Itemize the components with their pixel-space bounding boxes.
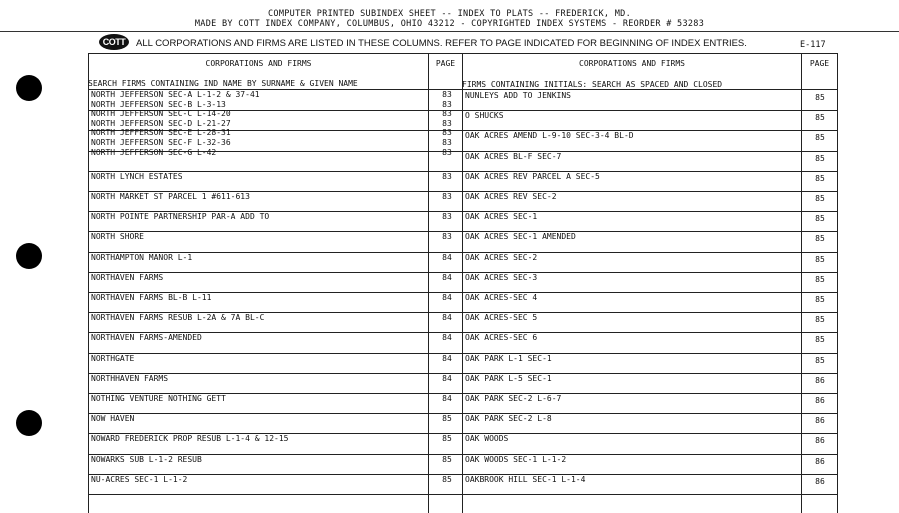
- left-entry-page: 84: [442, 272, 452, 282]
- left-entry-page: 84: [442, 394, 452, 403]
- left-entry-name: NOWARD FREDERICK PROP RESUB L-1-4 & 12-15: [91, 434, 289, 444]
- left-entry-page: 85: [442, 434, 452, 444]
- right-entry-name: OAK ACRES SEC-2: [465, 252, 538, 262]
- right-page-heading: PAGE: [809, 59, 830, 68]
- grid-line: [88, 53, 837, 54]
- left-entry-page: 83: [442, 232, 452, 242]
- right-entry-name: OAK WOODS SEC-1 L-1-2: [465, 454, 567, 464]
- left-entry-name: NORTH JEFFERSON SEC-B L-3-13: [91, 99, 226, 109]
- right-entry-name: OAK ACRES SEC-3: [465, 272, 538, 282]
- left-entry-page: 85: [442, 454, 452, 464]
- left-entry-name: NORTH POINTE PARTNERSHIP PAR-A ADD TO: [91, 212, 270, 222]
- header-divider: [0, 31, 899, 32]
- grid-line: [428, 53, 429, 513]
- left-entry-page: 84: [442, 313, 452, 323]
- right-entry-name: OAK PARK SEC-2 L-8: [465, 414, 552, 424]
- left-entry-name: NORTHAVEN FARMS-AMENDED: [91, 333, 202, 343]
- right-entry-page: 85: [815, 295, 825, 304]
- left-entry-page: 83: [442, 147, 452, 157]
- right-entry-name: OAK ACRES REV PARCEL A SEC-5: [465, 171, 600, 181]
- right-entry-page: 85: [815, 335, 825, 345]
- right-column-heading: CORPORATIONS AND FIRMS: [579, 59, 685, 68]
- header-line-1: COMPUTER PRINTED SUBINDEX SHEET -- INDEX TO PLATS -- FREDERICK, MD.: [268, 9, 631, 19]
- sheet-number: E-117: [800, 40, 826, 50]
- instruction-line: ALL CORPORATIONS AND FIRMS ARE LISTED IN THESE COLUMNS. REFER TO PAGE INDICATED FOR BEGINNING OF INDEX ENTRIES.: [136, 38, 747, 49]
- right-entry-page: 86: [815, 436, 825, 446]
- left-entry-page: 83: [442, 128, 452, 138]
- right-entry-name: O SHUCKS: [465, 111, 504, 121]
- right-entry-page: 85: [815, 173, 825, 183]
- header-line-2: MADE BY COTT INDEX COMPANY, COLUMBUS, OHIO 43212 - COPYRIGHTED INDEX SYSTEMS - REORDER # 53283: [194, 19, 705, 29]
- left-entry-page: 83: [442, 192, 452, 201]
- left-entry-page: 85: [442, 474, 452, 484]
- right-entry-name: OAK WOODS: [465, 434, 509, 444]
- left-entry-name: NORTH JEFFERSON SEC-F L-32-36: [91, 138, 231, 147]
- right-entry-page: 85: [815, 234, 825, 244]
- right-entry-name: OAK PARK L-1 SEC-1: [465, 353, 552, 363]
- left-entry-name: NORTH SHORE: [91, 232, 144, 242]
- binder-hole-middle: [16, 243, 42, 269]
- left-entry-name: NORTH LYNCH ESTATES: [91, 171, 183, 181]
- right-entry-name: OAK ACRES SEC-1: [465, 212, 538, 222]
- cott-logo: COTT: [99, 34, 129, 50]
- right-entry-page: 85: [815, 254, 825, 264]
- left-entry-name: NORTHGATE: [91, 353, 135, 363]
- right-entry-name: OAK ACRES AMEND L-9-10 SEC-3-4 BL-D: [465, 131, 634, 141]
- right-entry-page: 85: [815, 133, 825, 143]
- right-entry-page: 86: [815, 396, 825, 405]
- left-entry-page: 83: [442, 171, 452, 181]
- right-entry-name: OAK PARK L-5 SEC-1: [465, 373, 552, 383]
- binder-hole-top: [16, 75, 42, 101]
- left-entry-name: NU-ACRES SEC-1 L-1-2: [91, 474, 188, 484]
- left-instruction: SEARCH FIRMS CONTAINING IND NAME BY SURNAME & GIVEN NAME: [88, 79, 358, 88]
- left-entry-page: 83: [442, 212, 452, 222]
- left-entry-page: 84: [442, 353, 452, 363]
- grid-line: [837, 53, 838, 513]
- right-entry-page: 85: [815, 194, 825, 203]
- left-entry-name: NORTH MARKET ST PARCEL 1 #611-613: [91, 192, 250, 201]
- right-entry-name: OAK ACRES BL-F SEC-7: [465, 151, 562, 161]
- left-entry-page: 85: [442, 414, 452, 424]
- right-entry-name: OAK ACRES-SEC 6: [465, 333, 538, 343]
- right-entry-page: 86: [815, 416, 825, 426]
- left-page-heading: PAGE: [435, 59, 456, 68]
- right-instruction: FIRMS CONTAINING INITIALS: SEARCH AS SPACED AND CLOSED: [462, 80, 723, 89]
- right-entry-name: NUNLEYS ADD TO JENKINS: [465, 91, 571, 100]
- left-column-heading: CORPORATIONS AND FIRMS: [205, 59, 312, 68]
- left-entry-name: NORTH JEFFERSON SEC-G L-42: [91, 147, 217, 157]
- right-entry-page: 85: [815, 113, 825, 123]
- right-entry-name: OAK ACRES SEC-1 AMENDED: [465, 232, 576, 242]
- right-entry-page: 85: [815, 355, 825, 365]
- left-entry-page: 83: [442, 118, 452, 128]
- right-entry-name: OAK ACRES-SEC 5: [465, 313, 538, 323]
- right-entry-name: OAKBROOK HILL SEC-1 L-1-4: [465, 474, 586, 484]
- right-entry-page: 86: [815, 456, 825, 466]
- right-entry-page: 86: [815, 375, 825, 385]
- left-entry-name: NORTHHAVEN FARMS: [91, 373, 169, 383]
- right-entry-name: OAK ACRES REV SEC-2: [465, 192, 557, 201]
- right-entry-page: 85: [815, 153, 825, 163]
- left-entry-name: NORTHAVEN FARMS RESUB L-2A & 7A BL-C: [91, 313, 265, 323]
- left-entry-name: NOTHING VENTURE NOTHING GETT: [91, 394, 226, 403]
- left-entry-page: 83: [442, 99, 452, 109]
- right-entry-page: 85: [815, 214, 825, 224]
- left-entry-page: 83: [442, 138, 452, 147]
- left-entry-name: NOWARKS SUB L-1-2 RESUB: [91, 454, 202, 464]
- binder-hole-bottom: [16, 410, 42, 436]
- left-entry-page: 84: [442, 252, 452, 262]
- grid-line: [88, 53, 89, 513]
- left-entry-page: 83: [442, 90, 452, 99]
- right-entry-page: 86: [815, 476, 825, 486]
- left-entry-name: NORTH JEFFERSON SEC-E L-28-31: [91, 128, 231, 138]
- left-entry-name: NOW HAVEN: [91, 414, 135, 424]
- right-entry-name: OAK PARK SEC-2 L-6-7: [465, 394, 562, 403]
- left-entry-page: 84: [442, 333, 452, 343]
- right-entry-name: OAK ACRES-SEC 4: [465, 293, 538, 302]
- left-entry-page: 84: [442, 293, 452, 302]
- right-entry-page: 85: [815, 274, 825, 284]
- grid-line: [801, 53, 802, 513]
- right-entry-page: 85: [815, 315, 825, 325]
- grid-line: [88, 494, 837, 495]
- left-entry-page: 83: [442, 109, 452, 119]
- left-entry-name: NORTHAVEN FARMS: [91, 272, 164, 282]
- right-entry-page: 85: [815, 93, 825, 102]
- left-entry-name: NORTH JEFFERSON SEC-D L-21-27: [91, 118, 231, 128]
- left-entry-name: NORTHAVEN FARMS BL-B L-11: [91, 293, 212, 302]
- left-entry-name: NORTHAMPTON MANOR L-1: [91, 252, 193, 262]
- left-entry-name: NORTH JEFFERSON SEC-A L-1-2 & 37-41: [91, 90, 260, 99]
- left-entry-page: 84: [442, 373, 452, 383]
- left-entry-name: NORTH JEFFERSON SEC-C L-14-20: [91, 109, 231, 119]
